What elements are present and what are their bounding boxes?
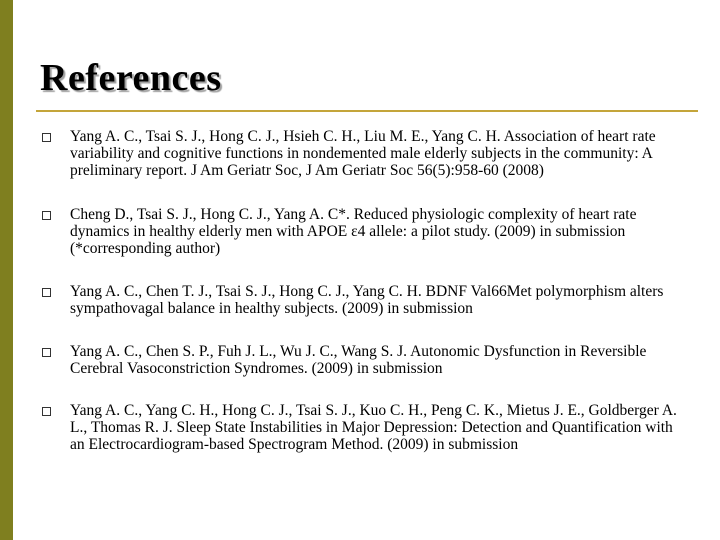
title-divider <box>36 110 698 112</box>
left-accent-bar <box>0 0 13 540</box>
reference-item <box>40 343 680 377</box>
square-bullet-icon <box>42 348 51 357</box>
reference-text: Yang A. C., Chen S. P., Fuh J. L., Wu J. C., Wang S. J. Autonomic Dysfunction in Reversible Cerebral Vasoconstriction Syndromes. (2009) in submission <box>70 343 647 377</box>
reference-list <box>40 128 680 453</box>
reference-text: Yang A. C., Chen T. J., Tsai S. J., Hong C. J., Yang C. H. BDNF Val66Met polymorphism alters sympathovagal balance in healthy subjects. (2009) in submission <box>70 283 664 317</box>
reference-text: Cheng D., Tsai S. J., Hong C. J., Yang A. C*. Reduced physiologic complexity of heart rate dynamics in healthy elderly men with APOE ε4 allele: a pilot study. (2009) in submission (*corresponding author) <box>70 206 637 257</box>
reference-item <box>40 128 680 179</box>
reference-item <box>40 283 680 317</box>
square-bullet-icon <box>42 288 51 297</box>
page-title: References <box>40 57 222 99</box>
reference-text: Yang A. C., Yang C. H., Hong C. J., Tsai S. J., Kuo C. H., Peng C. K., Mietus J. E., Goldberger A. L., Thomas R. J. Sleep State Instabilities in Major Depression: Detection and Quantification with an Electrocardiogram-based Spectrogram Method. (2009) in submission <box>70 402 677 453</box>
square-bullet-icon <box>42 133 51 142</box>
reference-item <box>40 206 680 257</box>
square-bullet-icon <box>42 407 51 416</box>
reference-text: Yang A. C., Tsai S. J., Hong C. J., Hsieh C. H., Liu M. E., Yang C. H. Association of heart rate variability and cognitive functions in nondemented male elderly subjects in the community: A preliminary report. J Am Geriatr Soc, J Am Geriatr Soc 56(5):958-60 (2008) <box>70 128 656 179</box>
square-bullet-icon <box>42 211 51 220</box>
reference-item <box>40 402 680 453</box>
